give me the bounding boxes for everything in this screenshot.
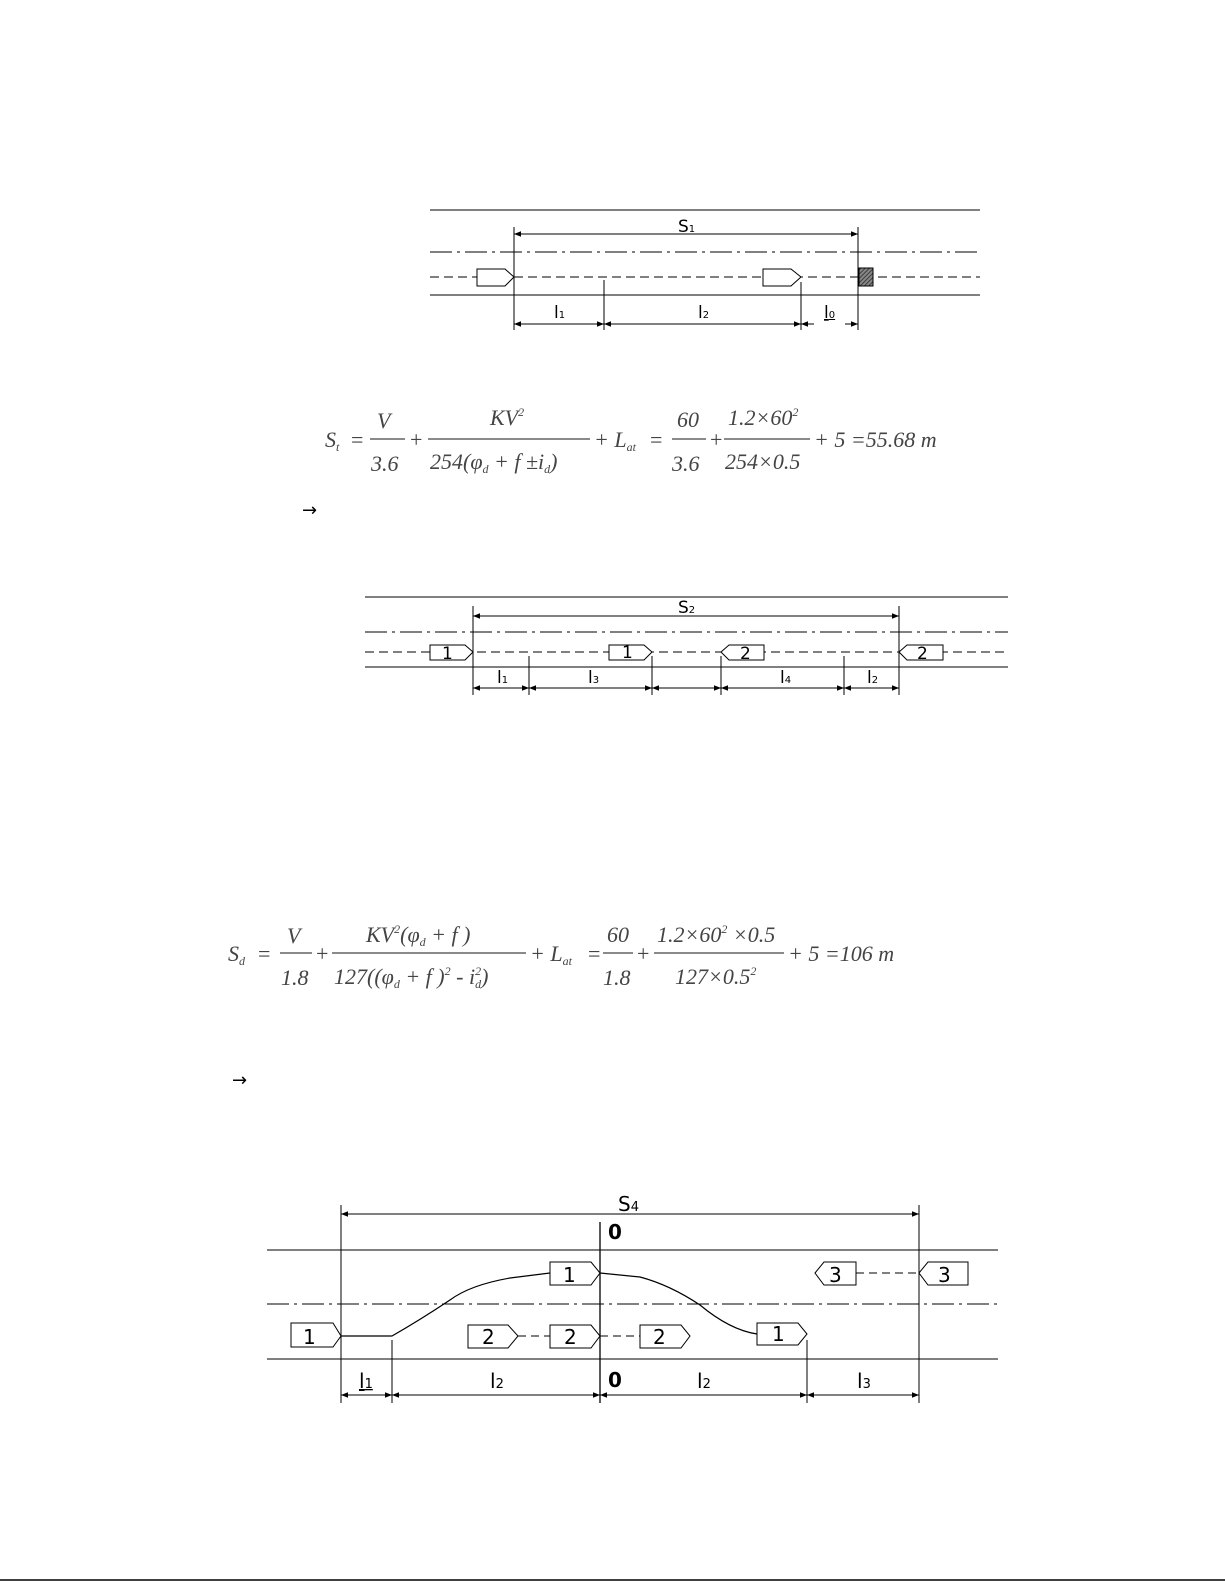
formula1-t3: + Lat	[594, 427, 636, 454]
formula2-plus1: +	[316, 941, 329, 966]
formula2-n2-num: $1.2\times 60^2 \times 0.5$	[657, 922, 776, 947]
formula1-t2-den: 254(φd + f ±id)	[430, 449, 558, 476]
vehicle-3-a-label: 3	[829, 1263, 842, 1287]
arrow-glyph-1: →	[302, 500, 318, 521]
vehicle-1-stop-label: 1	[622, 643, 633, 663]
stopping-sight-distance-formula	[325, 405, 937, 476]
label3-l2b: l2	[697, 1369, 711, 1393]
label-s1: S1	[678, 217, 696, 237]
vehicle-start-icon	[477, 269, 514, 286]
formula1-t1-den: 3.6	[371, 451, 399, 476]
vehicle-1-peak-label: 1	[563, 1263, 576, 1287]
vehicle-stop-icon	[763, 269, 801, 286]
formula1-tail: + 5 =55.68 m	[814, 427, 937, 452]
formula2-n1-den: 1.8	[603, 965, 631, 990]
arrow-glyph-2: →	[232, 1070, 248, 1091]
formula2-plus2: +	[637, 941, 650, 966]
formula1-plus1: +	[410, 427, 423, 452]
label-l1: l1	[554, 303, 566, 323]
formula1-n1-den: 3.6	[672, 451, 700, 476]
formula2-tail: + 5 =106 m	[788, 941, 895, 966]
vehicle-1-start-icon-d3	[291, 1323, 341, 1347]
formula2-n1-num: 60	[607, 922, 629, 947]
formula2-n2-den: $127\times 0.5^2$	[675, 964, 757, 989]
formula2-lhs: Sd	[228, 941, 245, 968]
formula2-t1-den: 1.8	[281, 965, 309, 990]
vehicle-1-start-label: 1	[442, 644, 453, 664]
formula1-t1-num: V	[377, 408, 391, 433]
formula1-n2-num: $1.2\times 60^2$	[728, 405, 799, 430]
formula1-t2-num: $KV^2$	[490, 405, 525, 430]
vehicle-3-b-label: 3	[938, 1263, 951, 1287]
vehicle-2-stop-label: 2	[740, 644, 751, 664]
formula1-n2-den: 254×0.5	[725, 449, 801, 474]
label-l2: l2	[698, 303, 710, 323]
meeting-sight-distance-formula	[228, 922, 894, 991]
formula1-eq2: =	[650, 427, 663, 452]
overtaking-sight-distance-diagram	[267, 1192, 998, 1403]
vehicle-2-a-label: 2	[482, 1325, 495, 1349]
stopping-distance-diagram	[430, 210, 980, 330]
formula1-lhs: St	[325, 427, 340, 454]
formula1-plus2: +	[710, 427, 723, 452]
label-s4: S4	[618, 1192, 639, 1216]
label3-l2a: l2	[490, 1369, 504, 1393]
formula2-eq: =	[258, 941, 271, 966]
label-l0: l0	[824, 303, 836, 323]
label2-l2: l2	[867, 668, 879, 688]
label-s2: S2	[678, 598, 696, 618]
label2-l3: l3	[588, 668, 600, 688]
formula2-t1-num: V	[287, 923, 301, 948]
label-zero-bottom: 0	[608, 1368, 622, 1392]
formula2-t3: + Lat	[530, 941, 572, 968]
label3-l1: l1	[359, 1369, 373, 1393]
formula2-t2-den: 127((φd + f )$^2 - i^2$ d)	[334, 964, 489, 991]
vehicle-2-c-label: 2	[653, 1325, 666, 1349]
vehicle-1-end-label: 1	[772, 1322, 785, 1346]
vehicle-1-start-label-d3: 1	[303, 1325, 316, 1349]
obstacle-icon	[859, 268, 873, 286]
label2-l1: l1	[497, 668, 509, 688]
label3-l3: l3	[857, 1369, 871, 1393]
formula1-n1-num: 60	[677, 407, 699, 432]
formula2-t2-num: $KV^2(\varphi d + f$ )	[366, 922, 471, 949]
vehicle-2-b-label: 2	[564, 1325, 577, 1349]
label2-l4: l4	[780, 668, 792, 688]
meeting-sight-distance-diagram	[365, 597, 1008, 695]
vehicle-2-start-label: 2	[917, 644, 928, 664]
formula1-eq: =	[351, 427, 364, 452]
formula2-eq2: =	[588, 941, 601, 966]
label-zero-top: 0	[608, 1220, 622, 1244]
